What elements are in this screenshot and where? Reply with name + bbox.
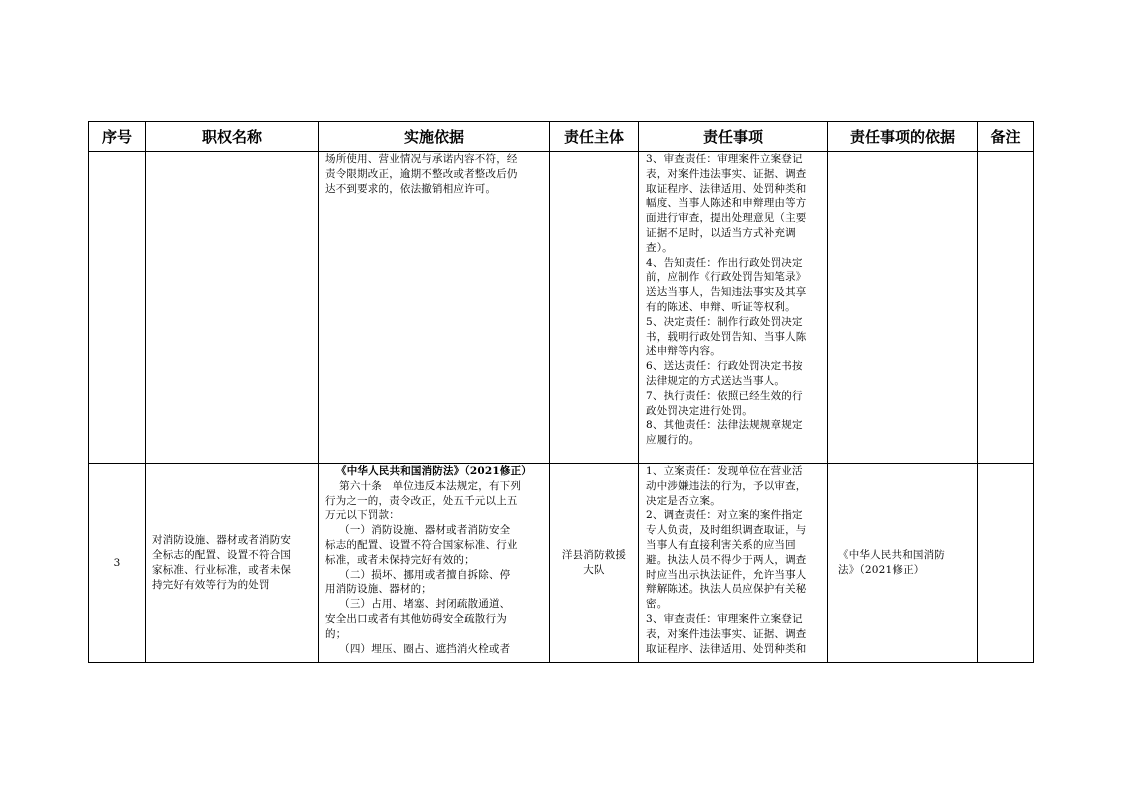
- cell-remarks: [978, 152, 1034, 464]
- cell-responsibility-items: [639, 464, 828, 663]
- responsibility-basis-text: 《中华人民共和国消防 法》（2021修正）: [838, 549, 945, 576]
- header-authority-name: 职权名称: [146, 122, 319, 152]
- header-index: 序号: [89, 122, 146, 152]
- header-responsibility-items: 责任事项: [639, 122, 828, 152]
- cell-implementation-basis: [319, 464, 550, 663]
- basis-text: 《中华人民共和国消防法》（2021修正） 第六十条 单位违反本法规定，有下列 行为之一的，责令改正，处五千元以上五 万元以下罚款： （一）消防设施、器材或者消防安全 标志的配置、设置不符合国家标准、行业 标准，或者未保持完好有效的； （二）损坏、挪用或者擅自拆除、停 用消防设施、器材的； （三）占用、堵塞、封闭疏散通道、 安全出口或者有其他妨碍安全疏散行为 的； （四）埋压、圈占、遮挡消火栓或者: [319, 464, 549, 662]
- cell-responsibility-basis: [828, 464, 978, 663]
- cell-responsibility-basis: [828, 152, 978, 464]
- header-row: [89, 122, 1034, 152]
- cell-authority-name: [146, 464, 319, 663]
- cell-authority-name: [146, 152, 319, 464]
- responsible-subject-text: 洋县消防救援 大队: [561, 549, 627, 576]
- table-row: [89, 464, 1034, 663]
- cell-index: [89, 152, 146, 464]
- cell-responsible-subject: [550, 464, 639, 663]
- header-remarks: 备注: [978, 122, 1034, 152]
- duties-text: 1、立案责任：发现单位在营业活 动中涉嫌违法的行为，予以审查， 决定是否立案。 2、调查责任：对立案的案件指定 专人负责，及时组织调查取证，与 当事人有直接利害关系的应当回 避。执法人员不得少于两人，调查 时应当出示执法证件，允许当事人 辩解陈述。执法人员应保护有关秘 密。 3、审查责任：审理案件立案登记 表，对案件违法事实、证据、调查 取证程序、法律适用、处罚种类和: [646, 465, 807, 655]
- table-row: [89, 152, 1034, 464]
- authority-name-text: 对消防设施、器材或者消防安 全标志的配置、设置不符合国 家标准、行业标准，或者未保 持完好有效等行为的处罚: [152, 534, 292, 591]
- basis-law-title: 《中华人民共和国消防法》（2021修正）: [336, 465, 532, 477]
- cell-responsibility-items: [639, 152, 828, 464]
- header-responsibility-basis: 责任事项的依据: [828, 122, 978, 152]
- duties-text: 3、审查责任：审理案件立案登记 表，对案件违法事实、证据、调查 取证程序、法律适用、处罚种类和 幅度、当事人陈述和申辩理由等方 面进行审查，提出处理意见（主要 证据不足时，以适当方式补充调 查）。 4、告知责任：作出行政处罚决定 前，应制作《行政处罚告知笔录》 送达当事人，告知违法事实及其享 有的陈述、申辩、听证等权利。 5、决定责任：制作行政处罚决定 书，载明行政处罚告知、当事人陈 述申辩等内容。 6、送达责任：行政处罚决定书按 法律规定的方式送达当事人。 7、执行责任：依照已经生效的行 政处罚决定进行处罚。 8、其他责任：法律法规规章规定 应履行的。: [646, 153, 807, 447]
- header-responsible-subject: 责任主体: [550, 122, 639, 152]
- cell-implementation-basis: [319, 152, 550, 464]
- authority-table: [88, 121, 1034, 663]
- header-implementation-basis: 实施依据: [319, 122, 550, 152]
- cell-index: 3: [89, 464, 146, 663]
- cell-responsible-subject: [550, 152, 639, 464]
- basis-text: 场所使用、营业情况与承诺内容不符，经 责令限期改正，逾期不整改或者整改后仍 达不到要求的，依法撤销相应许可。: [325, 153, 518, 195]
- cell-remarks: [978, 464, 1034, 663]
